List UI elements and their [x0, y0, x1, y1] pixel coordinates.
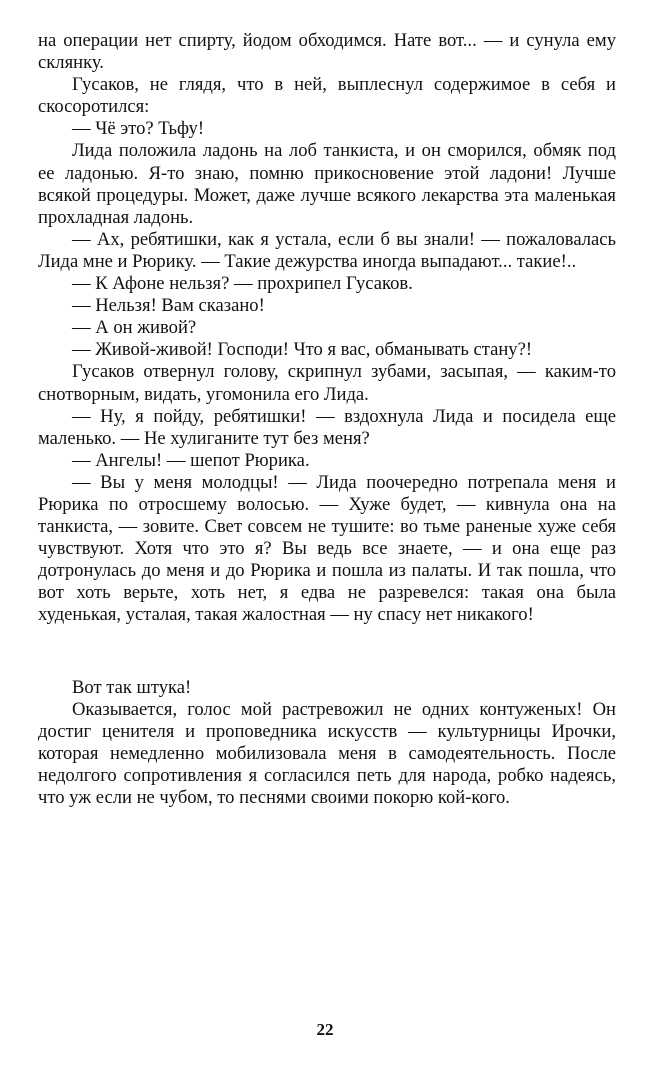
paragraph: на операции нет спирту, йодом обходимся. Нате вот... — и сунула ему склянку.	[38, 30, 616, 74]
paragraph: Лида положила ладонь на лоб танкиста, и он сморился, обмяк под ее ладонью. Я-то знаю, помню прикосновение этой ладони! Лучше всякой процедуры. Может, даже лучше всякого лекарства эта маленькая прохладная ладонь.	[38, 140, 616, 228]
paragraph: Вот так штука!	[72, 676, 192, 698]
page-number: 22	[316, 1020, 334, 1039]
paragraph: — Нельзя! Вам сказано!	[72, 295, 265, 317]
paragraph: Гусаков, не глядя, что в ней, выплеснул содержимое в себя и скосоротился:	[38, 74, 616, 118]
paragraph: — К Афоне нельзя? — прохрипел Гусаков.	[72, 273, 413, 295]
paragraph: — Ах, ребятишки, как я устала, если б вы знали! — пожаловалась Лида мне и Рюрику. — Такие дежурства иногда выпадают... такие!..	[38, 228, 616, 272]
paragraph: — Ну, я пойду, ребятишки! — вздохнула Лида и посидела еще маленько. — Не хулиганите тут без меня?	[38, 405, 616, 449]
section-break	[38, 627, 616, 677]
paragraph: — Ангелы! — шепот Рюрика.	[72, 449, 310, 471]
paragraph: Гусаков отвернул голову, скрипнул зубами, засыпая, — каким-то снотворным, видать, угомонила его Лида.	[38, 361, 616, 405]
paragraph: — А он живой?	[72, 317, 197, 339]
paragraph: — Вы у меня молодцы! — Лида поочередно потрепала меня и Рюрика по отросшему волосью. — Хуже будет, — кивнула она на танкиста, — зовите. Свет совсем не тушите: во тьме раненые хуже себя чувствуют. Хотя что это я? Вы ведь все знаете, — и она еще раз дотронулась до меня и до Рюрика и пошла из палаты. И так пошла, что вот хоть верьте, хоть нет, я едва не разревелся: такая она была худенькая, усталая, такая жалостная — ну спасу нет никакого!	[38, 471, 616, 626]
paragraph: — Живой-живой! Господи! Что я вас, обманывать стану?!	[72, 339, 533, 361]
paragraph: — Чё это? Тьфу!	[72, 118, 205, 140]
paragraph: Оказывается, голос мой растревожил не одних контуженых! Он достиг ценителя и проповедника искусств — культурницы Ирочки, которая немедленно мобилизовала меня в самодеятельность. После недолгого сопротивления я согласился петь для народа, робко надеясь, что уж если не чубом, то песнями своими покорю кой-кого.	[38, 698, 616, 808]
page-body	[38, 30, 616, 809]
